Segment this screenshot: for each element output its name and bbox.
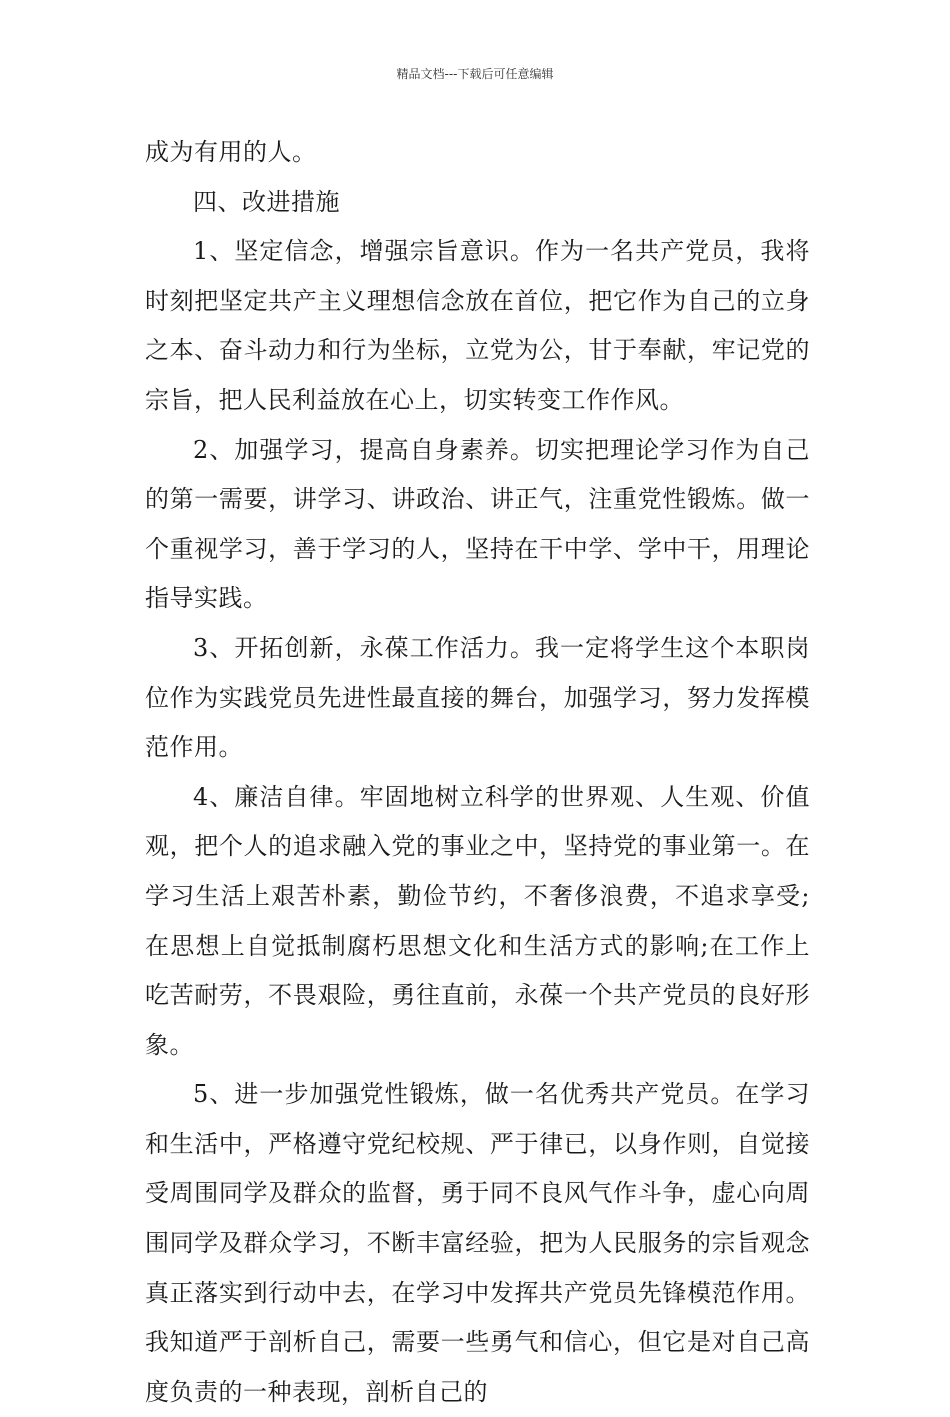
paragraph-measure-5: 5、进一步加强党性锻炼，做一名优秀共产党员。在学习和生活中，严格遵守党纪校规、严于律已，以身作则，自觉接受周围同学及群众的监督，勇于同不良风气作斗争，虚心向周围同学及群众学习，不断丰富经验，把为人民服务的宗旨观念真正落实到行动中去，在学习中发挥共产党员先锋模范作用。我知道严于剖析自己，需要一些勇气和信心，但它是对自己高度负责的一种表现，剖析自己的 <box>145 1080 810 1406</box>
paragraph-measure-1: 1、坚定信念，增强宗旨意识。作为一名共产党员，我将时刻把坚定共产主义理想信念放在首位，把它作为自己的立身之本、奋斗动力和行为坐标，立党为公，甘于奉献，牢记党的宗旨，把人民利益放在心上，切实转变工作作风。 <box>145 237 810 414</box>
paragraph-continuation: 成为有用的人。 <box>145 138 317 166</box>
paragraph-measure-3: 3、开拓创新，永葆工作活力。我一定将学生这个本职岗位作为实践党员先进性最直接的舞台，加强学习，努力发挥模范作用。 <box>145 633 810 762</box>
section-heading-improvement-measures: 四、改进措施 <box>193 187 340 216</box>
paragraph-measure-4: 4、廉洁自律。牢固地树立科学的世界观、人生观、价值观，把个人的追求融入党的事业之中，坚持党的事业第一。在学习生活上艰苦朴素，勤俭节约，不奢侈浪费，不追求享受;在思想上自觉抵制腐朽思想文化和生活方式的影响;在工作上吃苦耐劳，不畏艰险，勇往直前，永葆一个共产党员的良好形象。 <box>145 782 810 1059</box>
page-header: 精品文档---下载后可任意编辑 <box>396 67 554 81</box>
document-body <box>145 128 810 1417</box>
paragraph-measure-2: 2、加强学习，提高自身素养。切实把理论学习作为自己的第一需要，讲学习、讲政治、讲正气，注重党性锻炼。做一个重视学习，善于学习的人，坚持在干中学、学中干，用理论指导实践。 <box>145 435 810 613</box>
